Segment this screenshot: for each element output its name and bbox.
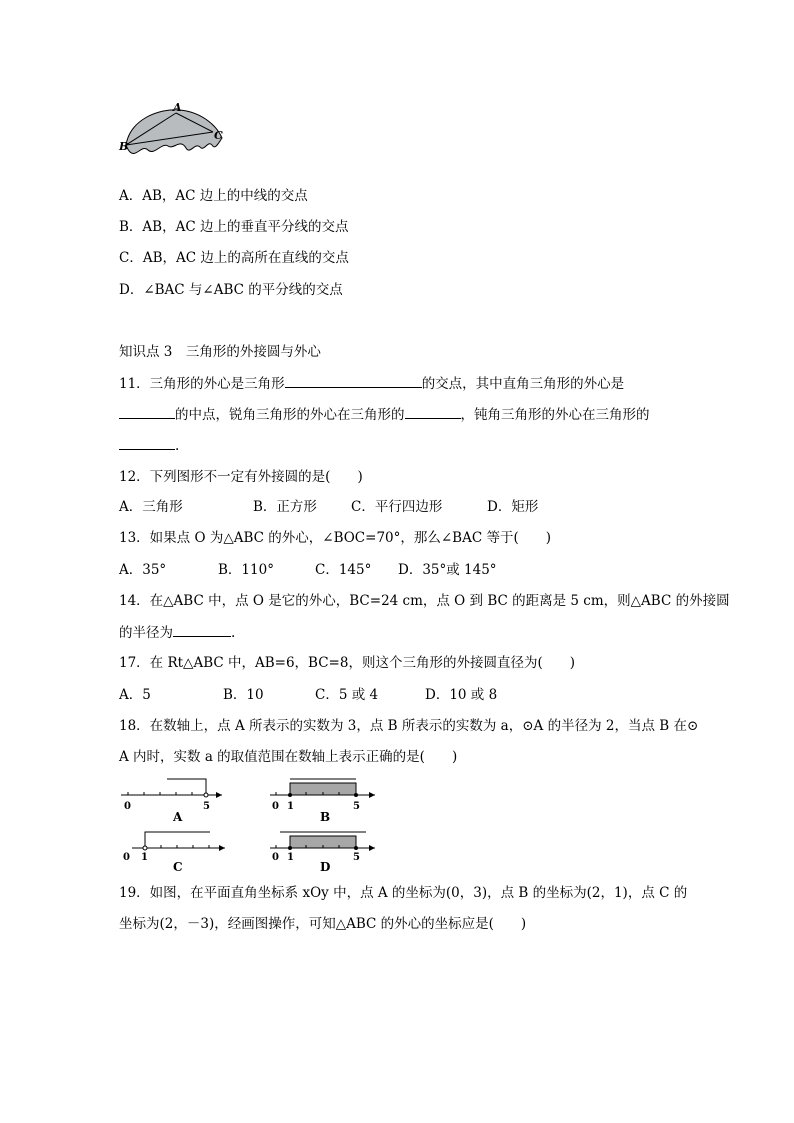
open-point-5-a	[204, 793, 208, 797]
arrow-c	[219, 845, 225, 851]
arrow-a	[216, 792, 222, 798]
label-d-option: D	[320, 860, 331, 874]
q12-stem: 12．下列图形不一定有外接圆的是( )	[119, 469, 363, 485]
arrow-b	[369, 792, 375, 798]
q13-option-c: C．145°	[315, 562, 372, 578]
range-bracket-a	[167, 779, 206, 795]
label-b-option: B	[320, 810, 331, 824]
tick-5-a: 5	[203, 801, 210, 812]
q13-stem: 13．如果点 O 为△ABC 的外心，∠BOC=70°，那么∠BAC 等于( )	[119, 530, 552, 546]
open-point-1-c	[143, 846, 147, 850]
q11-line-1	[119, 373, 624, 394]
q18-line-2: A 内时，实数 a 的取值范围在数轴上表示正确的是( )	[119, 749, 458, 765]
q11-text-1: 11．三角形的外心是三角形	[119, 376, 285, 392]
q14-blank	[173, 622, 231, 637]
q10-option-c: C．AB，AC 边上的高所在直线的交点	[119, 250, 349, 266]
q13-option-a: A．35°	[119, 562, 167, 578]
q11-text-5: .	[175, 438, 180, 454]
q10-option-d: D．∠BAC 与∠ABC 的平分线的交点	[119, 282, 343, 298]
label-a-option: A	[173, 810, 183, 824]
q18-line-1: 18．在数轴上，点 A 所表示的实数为 3，点 B 所表示的实数为 a，⊙A 的半径为 2，当点 B 在⊙	[119, 718, 699, 734]
label-b: B	[119, 140, 129, 153]
tick-1-d: 1	[287, 852, 294, 863]
q11-text-3: 的中点，锐角三角形的外心在三角形的	[175, 407, 405, 423]
tick-0-a: 0	[124, 801, 131, 812]
q11-line-2	[119, 404, 650, 425]
label-c: C	[214, 129, 223, 142]
q10-option-b: B．AB，AC 边上的垂直平分线的交点	[119, 219, 349, 235]
number-line-a	[115, 774, 235, 824]
q10-option-a: A．AB，AC 边上的中线的交点	[119, 188, 308, 204]
point-5-d	[354, 846, 358, 850]
number-line-c	[115, 827, 235, 877]
section-title: 知识点 3 三角形的外接圆与外心	[119, 344, 321, 360]
q11-text-2: 的交点，其中直角三角形的外心是	[421, 376, 625, 392]
plate-shape	[126, 110, 222, 154]
q12-option-c: C．平行四边形	[351, 499, 443, 515]
point-1-b	[288, 793, 292, 797]
label-c-option: C	[173, 860, 183, 874]
q12-option-a: A．三角形	[119, 499, 183, 515]
q17-option-c: C．5 或 4	[315, 687, 379, 703]
label-a: A	[173, 101, 182, 114]
number-line-d	[266, 827, 381, 877]
q14-text-b: .	[231, 625, 236, 641]
q14-line-2	[119, 622, 235, 643]
q17-stem: 17．在 Rt△ABC 中，AB=6，BC=8，则这个三角形的外接圆直径为( )	[119, 655, 575, 671]
broken-plate-figure	[118, 100, 230, 170]
q11-blank-2	[119, 404, 175, 419]
q17-option-b: B．10	[223, 687, 264, 703]
tick-0-c: 0	[123, 852, 130, 863]
q13-option-b: B．110°	[218, 562, 274, 578]
q11-blank-1	[285, 373, 422, 388]
q13-option-d: D．35°或 145°	[398, 562, 497, 578]
q17-option-d: D．10 或 8	[425, 687, 498, 703]
point-5-b	[354, 793, 358, 797]
q11-blank-4	[119, 435, 175, 450]
tick-5-b: 5	[353, 801, 360, 812]
tick-0-d: 0	[272, 852, 279, 863]
q11-blank-3	[405, 404, 461, 419]
q19-line-2: 坐标为(2，－3)，经画图操作，可知△ABC 的外心的坐标应是( )	[119, 916, 527, 932]
q14-text-a: 的半径为	[119, 625, 173, 641]
q12-option-d: D．矩形	[487, 499, 539, 515]
q19-line-1: 19．如图，在平面直角坐标系 xOy 中，点 A 的坐标为(0，3)，点 B 的坐标为(2，1)，点 C 的	[119, 885, 688, 901]
arrow-d	[369, 845, 375, 851]
point-1-d	[288, 846, 292, 850]
q17-option-a: A．5	[119, 687, 151, 703]
q11-line-3	[119, 435, 179, 456]
q11-text-4: ，钝角三角形的外心在三角形的	[460, 407, 650, 423]
q14-line-1: 14．在△ABC 中，点 O 是它的外心，BC=24 cm，点 O 到 BC 的距离是 5 cm，则△ABC 的外接圆	[119, 593, 730, 609]
tick-5-d: 5	[353, 852, 360, 863]
tick-1-c: 1	[141, 852, 148, 863]
number-line-b	[266, 774, 381, 824]
q12-option-b: B．正方形	[253, 499, 317, 515]
tick-0-b: 0	[272, 801, 279, 812]
tick-1-b: 1	[287, 801, 294, 812]
